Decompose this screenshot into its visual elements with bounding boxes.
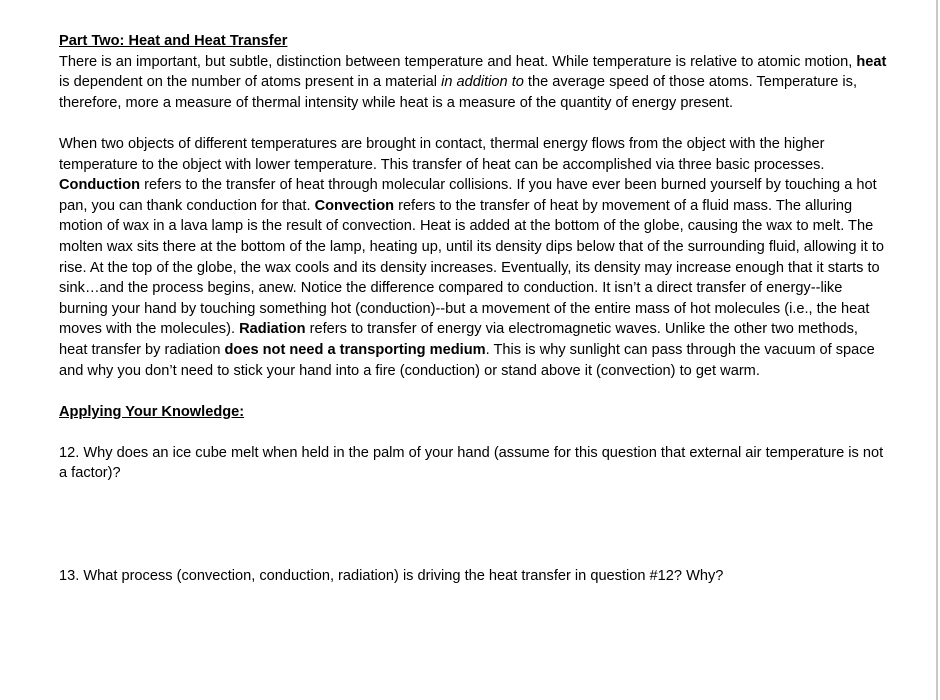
term-convection: Convection	[314, 197, 395, 214]
processes-paragraph	[59, 134, 889, 381]
spacer	[59, 422, 889, 443]
text-run: refers to the transfer of heat by movement of a fluid mass. The alluring motion of wax in a lava lamp is the result of convection. Heat is added at the bottom of the globe, causing the wax to melt. The molten wax sits there at the bottom of the lamp, heating up, until its density dips below that of the surrounding fluid, allowing it to rise. At the top of the globe, the wax cools and its density increases. Eventually, its density may increase enough that it starts to sink…and the process begins, anew. Notice the difference compared to conduction. It isn’t a direct transfer of energy--like burning your hand by touching something hot (conduction)--but a movement of the entire mass of hot molecules (i.e., the heat moves with the molecules).	[59, 197, 885, 338]
document-content	[59, 31, 889, 587]
question-13: 13. What process (convection, conduction, radiation) is driving the heat transfer in question #12? Why?	[59, 568, 724, 585]
term-conduction: Conduction	[59, 177, 141, 194]
text-run: When two objects of different temperatures are brought in contact, thermal energy flows from the object with the higher temperature to the object with lower temperature. This transfer of heat can be accomplished via three basic processes.	[59, 135, 825, 173]
text-run: . This is why sunlight can pass through the vacuum of space and why you don’t need to stick your hand into a fire (conduction) or stand above it (convection) to get warm.	[59, 341, 875, 379]
intro-paragraph	[59, 52, 889, 114]
spacer	[59, 113, 889, 134]
question-12: 12. Why does an ice cube melt when held in the palm of your hand (assume for this question that external air temperature is not a factor)?	[59, 444, 884, 482]
text-run: refers to transfer of energy via electromagnetic waves. Unlike the other two methods, heat transfer by radiation	[59, 321, 858, 358]
text-run: is dependent on the number of atoms present in a material	[59, 74, 442, 91]
term-no-medium: does not need a transporting medium	[224, 341, 486, 358]
text-run: There is an important, but subtle, distinction between temperature and heat. While temperature is relative to atomic motion,	[59, 53, 857, 70]
answer-space-q12[interactable]	[59, 484, 889, 566]
applying-heading: Applying Your Knowledge:	[59, 403, 245, 420]
part-two-heading: Part Two: Heat and Heat Transfer	[59, 33, 288, 49]
spacer	[59, 381, 889, 402]
term-heat: heat	[856, 53, 887, 70]
text-run: the average speed of those atoms. Temperature is, therefore, more a measure of thermal intensity while heat is a measure of the quantity of energy present.	[59, 74, 858, 111]
emphasis-in-addition-to: in addition to	[441, 74, 524, 91]
text-run: refers to the transfer of heat through molecular collisions. If you have ever been burned yourself by touching a hot pan, you can thank conduction for that.	[59, 177, 877, 214]
term-radiation: Radiation	[239, 321, 306, 338]
